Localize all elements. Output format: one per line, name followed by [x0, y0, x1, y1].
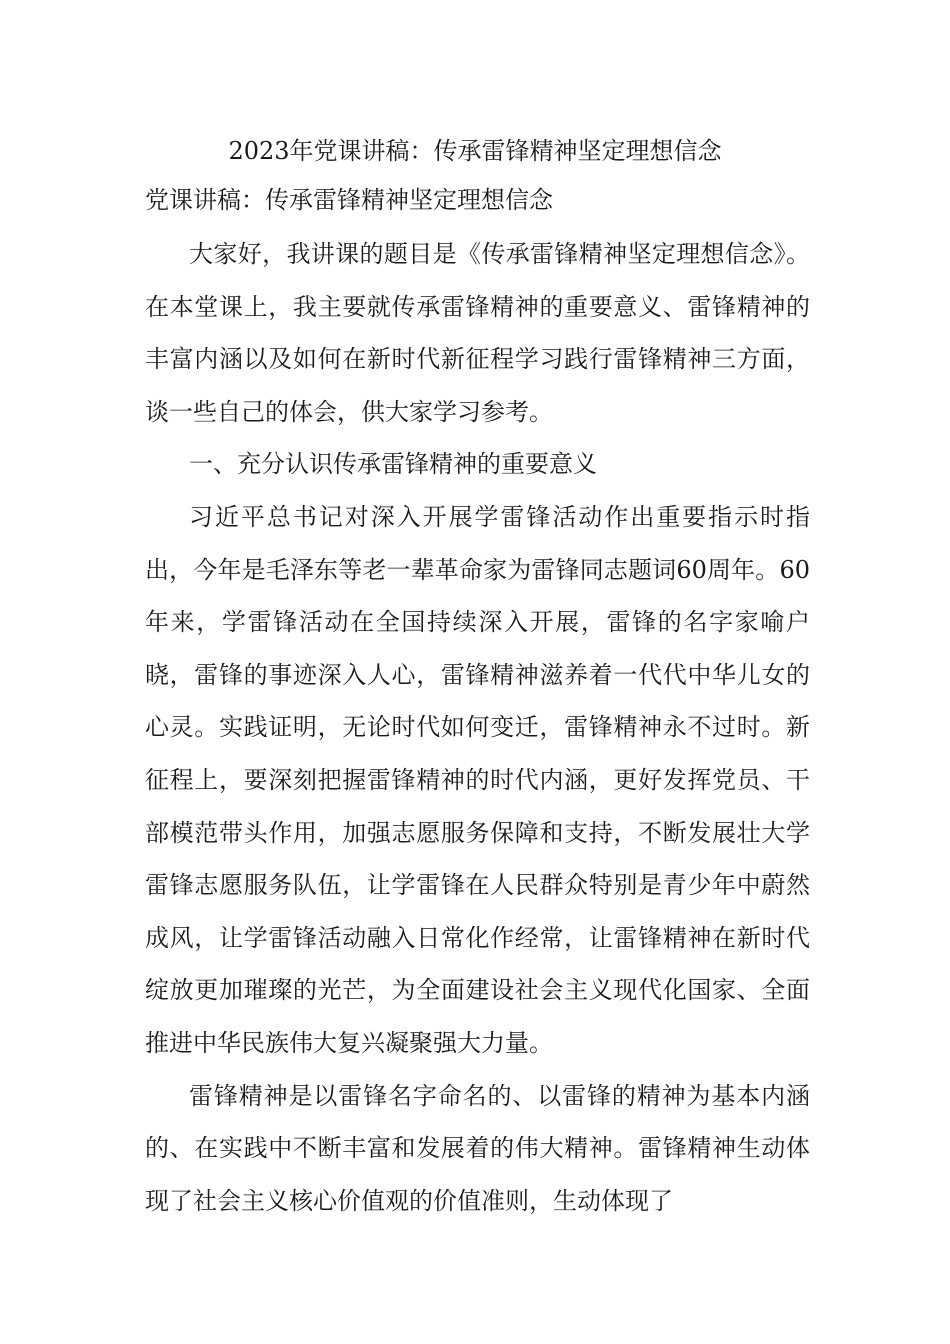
document-title: 2023年党课讲稿：传承雷锋精神坚定理想信念	[228, 137, 722, 165]
paragraph-instruction: 习近平总书记对深入开展学雷锋活动作出重要指示时指出，今年是毛泽东等老一辈革命家为雷锋同志题词60周年。60年来，学雷锋活动在全国持续深入开展，雷锋的名字家喻户晓，雷锋的事迹深入人心，雷锋精神滋养着一代代中华儿女的心灵。实践证明，无论时代如何变迁，雷锋精神永不过时。新征程上，要深刻把握雷锋精神的时代内涵，更好发挥党员、干部模范带头作用，加强志愿服务保障和支持，不断发展壮大学雷锋志愿服务队伍，让学雷锋在人民群众特别是青少年中蔚然成风，让学雷锋活动融入日常化作经常，让雷锋精神在新时代绽放更加璀璨的光芒，为全面建设社会主义现代化国家、全面推进中华民族伟大复兴凝聚强大力量。	[145, 502, 810, 1057]
document-subtitle: 党课讲稿：传承雷锋精神坚定理想信念	[145, 186, 553, 214]
section-heading: 一、充分认识传承雷锋精神的重要意义	[189, 450, 597, 479]
paragraph-intro: 大家好，我讲课的题目是《传承雷锋精神坚定理想信念》。在本堂课上，我主要就传承雷锋精神的重要意义、雷锋精神的丰富内涵以及如何在新时代新征程学习践行雷锋精神三方面，谈一些自己的体会，供大家学习参考。	[145, 240, 810, 426]
document-body	[145, 228, 810, 1227]
paragraph-definition: 雷锋精神是以雷锋名字命名的、以雷锋的精神为基本内涵的、在实践中不断丰富和发展着的伟大精神。雷锋精神生动体现了社会主义核心价值观的价值准则，生动体现了	[145, 1081, 810, 1215]
